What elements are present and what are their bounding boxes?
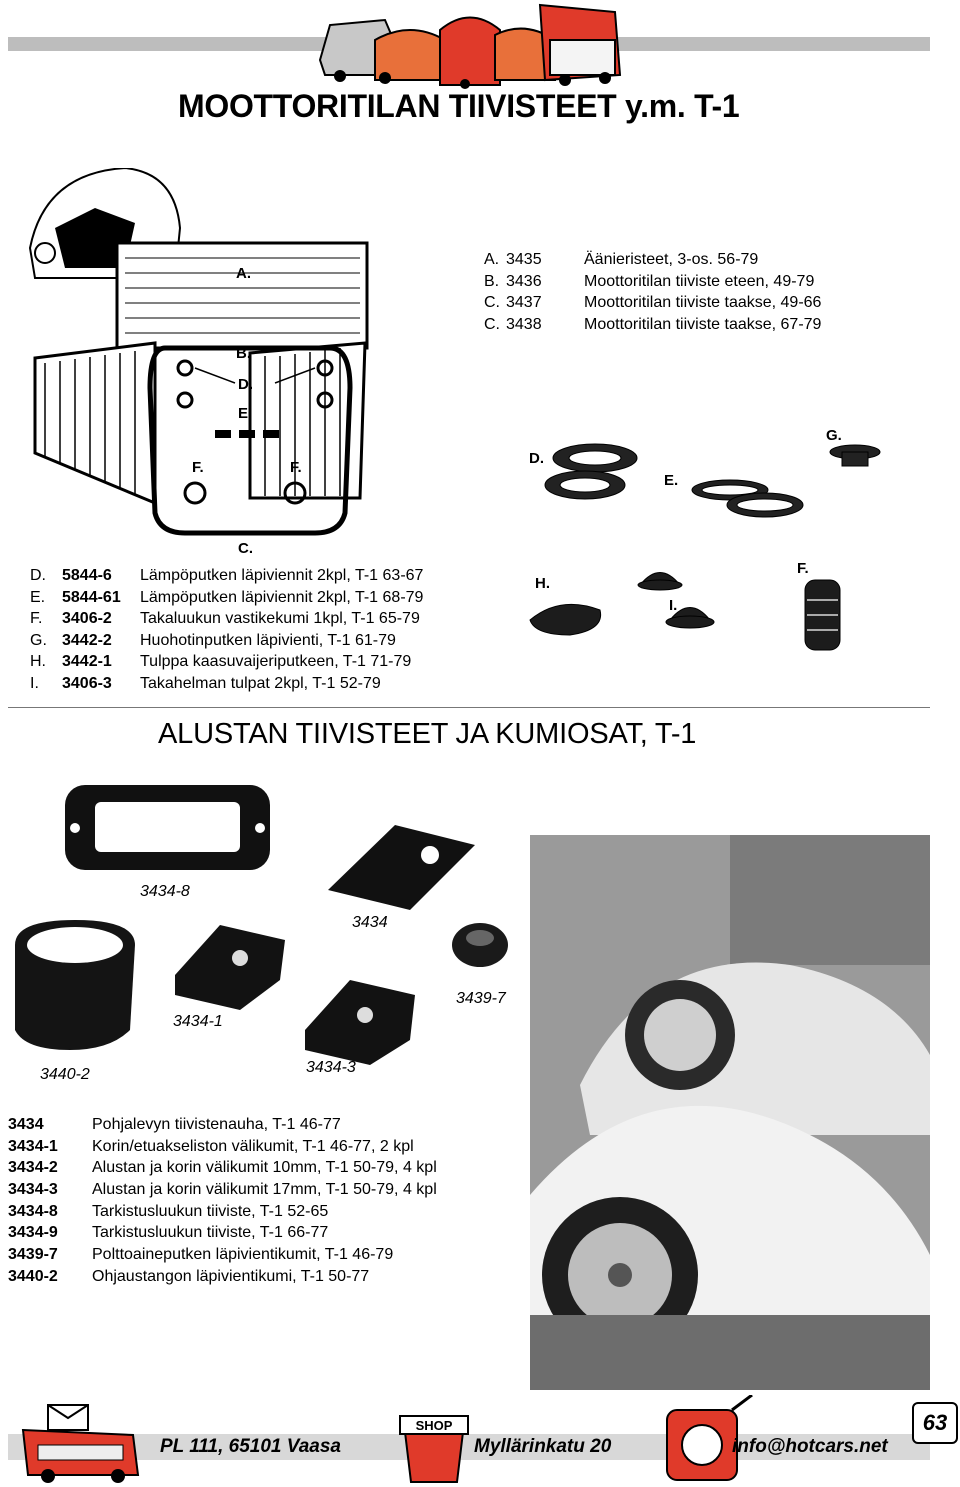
photo-label-3440-2: 3440-2 [40, 1066, 90, 1083]
label-a: A. [236, 265, 251, 282]
list-item: 3440-2 Ohjaustangon läpivientikumi, T-1 50-77 [8, 1267, 370, 1285]
list-item: F. 3406-2 Takaluukun vastikekumi 1kpl, T-1 65-79 [30, 610, 420, 627]
list-item: I. 3406-3 Takahelman tulpat 2kpl, T-1 52-79 [30, 674, 381, 692]
photo-label-h: H. [535, 575, 550, 592]
shop-logo-text: SHOP [415, 1418, 453, 1433]
shop-logo-icon [395, 1412, 473, 1484]
page-number: 63 [912, 1402, 958, 1444]
label-b: B. [236, 345, 251, 362]
engine-seals-diagram [25, 168, 375, 548]
photo-label-g: G. [826, 427, 842, 444]
list-item: H. 3442-1 Tulppa kaasuvaijeriputkeen, T-1 71-79 [30, 653, 412, 670]
parts-list-bottom [8, 1114, 437, 1288]
list-item: 3434-9 Tarkistusluukun tiiviste, T-1 66-77 [8, 1224, 329, 1242]
bus-mail-icon [8, 1400, 158, 1485]
photo-label-i: I. [669, 597, 678, 614]
list-item: 3434-2 Alustan ja korin välikumit 10mm, T-1 50-79, 4 kpl [8, 1159, 437, 1177]
section-title: ALUSTAN TIIVISTEET JA KUMIOSAT, T-1 [158, 718, 697, 750]
photo-label-e: E. [664, 472, 679, 489]
list-item: D. 5844-6 Lämpöputken läpiviennit 2kpl, T-1 63-67 [30, 567, 424, 584]
photo-label-d: D. [529, 450, 544, 467]
rubber-parts-photos [10, 780, 540, 1080]
page-title: MOOTTORITILAN TIIVISTEET y.m. T-1 [178, 88, 740, 124]
section-divider [8, 707, 930, 708]
list-item: B. 3436 Moottoritilan tiiviste eteen, 49-79 [484, 272, 815, 290]
label-d: D. [238, 376, 253, 393]
list-item: 3434-8 Tarkistusluukun tiiviste, T-1 52-65 [8, 1202, 329, 1220]
photo-label-3434: 3434 [352, 914, 388, 931]
label-e: E. [238, 405, 253, 422]
list-item: 3434 Pohjalevyn tiivistenauha, T-1 46-77 [8, 1116, 341, 1133]
list-item: G. 3442-2 Huohotinputken läpivienti, T-1 61-79 [30, 631, 396, 649]
header-cars-illustration [315, 0, 625, 90]
grommets-d-e-g-photo [530, 430, 890, 530]
list-item: 3434-1 Korin/etuakseliston välikumit, T-1 46-77, 2 kpl [8, 1137, 414, 1155]
list-item: A. 3435 Äänieristeet, 3-os. 56-79 [484, 251, 759, 268]
photo-label-f: F. [797, 560, 809, 577]
parts-list-top [484, 249, 821, 335]
list-item: 3439-7 Polttoaineputken läpivientikumit, T-1 46-79 [8, 1246, 394, 1264]
label-f-right: F. [290, 459, 302, 476]
footer-address: PL 111, 65101 Vaasa [160, 1436, 342, 1457]
photo-label-3434-1: 3434-1 [173, 1013, 223, 1030]
list-item: C. 3437 Moottoritilan tiiviste taakse, 49-66 [484, 294, 822, 311]
beetle-photo [530, 835, 930, 1390]
footer-email: info@hotcars.net [732, 1436, 888, 1457]
footer-street: Myllärinkatu 20 [474, 1436, 612, 1457]
list-item: E. 5844-61 Lämpöputken läpiviennit 2kpl, T-1 68-79 [30, 588, 424, 606]
label-f-left: F. [192, 459, 204, 476]
list-item: C. 3438 Moottoritilan tiiviste taakse, 67-79 [484, 315, 822, 333]
photo-label-3434-8: 3434-8 [140, 883, 190, 900]
parts-list-middle [30, 565, 423, 694]
photo-label-3439-7: 3439-7 [456, 990, 506, 1007]
list-item: 3434-3 Alustan ja korin välikumit 17mm, T-1 50-79, 4 kpl [8, 1181, 437, 1199]
label-c: C. [238, 540, 253, 557]
photo-label-3434-3: 3434-3 [306, 1059, 356, 1076]
